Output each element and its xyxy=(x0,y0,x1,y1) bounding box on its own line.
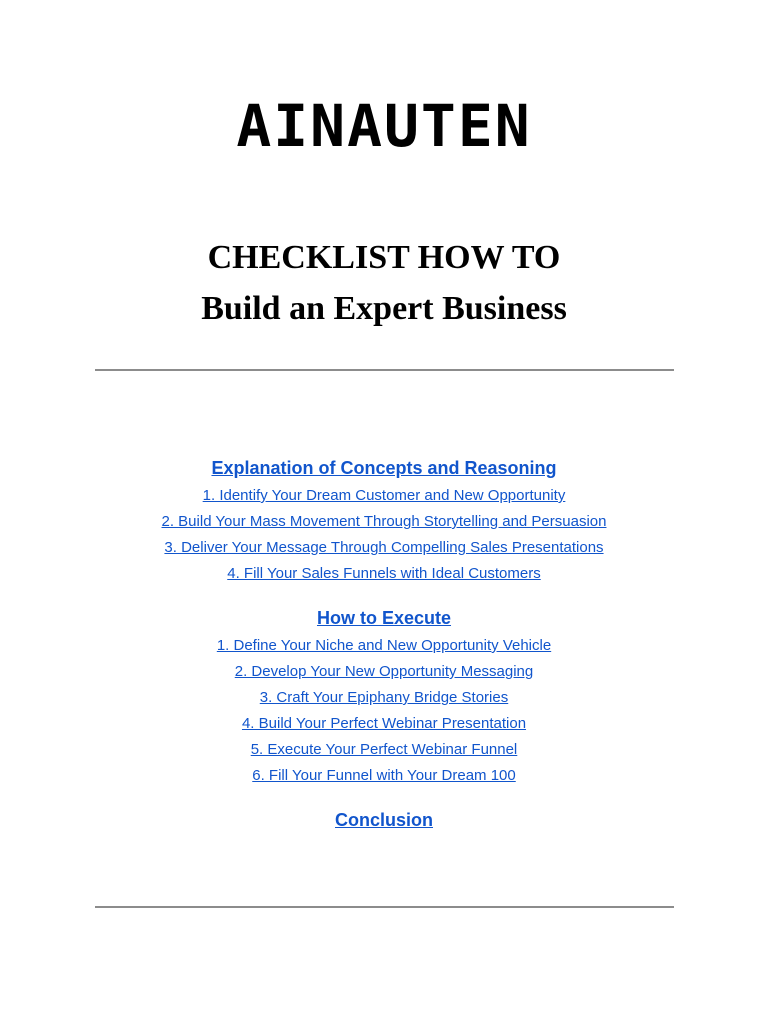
top-divider xyxy=(95,369,674,371)
section-spacer xyxy=(0,587,768,603)
title-line-2: Build an Expert Business xyxy=(201,290,567,327)
toc-link-craft-stories[interactable]: 3. Craft Your Epiphany Bridge Stories xyxy=(259,689,509,706)
toc-heading-concepts[interactable]: Explanation of Concepts and Reasoning xyxy=(211,458,557,478)
toc-link-fill-funnel-dream-100[interactable]: 6. Fill Your Funnel with Your Dream 100 xyxy=(252,767,516,784)
toc-link-build-webinar-presentation[interactable]: 4. Build Your Perfect Webinar Presentation xyxy=(241,715,527,732)
ainauten-logo: AINAUTEN xyxy=(236,92,532,160)
toc-link-deliver-message[interactable]: 3. Deliver Your Message Through Compelling Sales Presentations xyxy=(164,539,604,556)
toc-link-execute-webinar-funnel[interactable]: 5. Execute Your Perfect Webinar Funnel xyxy=(250,741,518,758)
toc-link-develop-messaging[interactable]: 2. Develop Your New Opportunity Messaging xyxy=(234,663,534,680)
toc-link-fill-sales-funnels[interactable]: 4. Fill Your Sales Funnels with Ideal Customers xyxy=(227,565,541,582)
toc-link-build-mass-movement[interactable]: 2. Build Your Mass Movement Through Storytelling and Persuasion xyxy=(161,513,607,530)
toc-heading-conclusion[interactable]: Conclusion xyxy=(335,810,433,830)
document-title xyxy=(0,232,768,334)
bottom-divider xyxy=(95,906,674,908)
table-of-contents xyxy=(0,453,768,835)
toc-link-identify-dream-customer[interactable]: 1. Identify Your Dream Customer and New Opportunity xyxy=(202,487,566,504)
section-spacer xyxy=(0,789,768,805)
title-line-1: CHECKLIST HOW TO xyxy=(207,239,561,276)
toc-link-define-niche[interactable]: 1. Define Your Niche and New Opportunity Vehicle xyxy=(216,637,552,654)
toc-heading-how-to-execute[interactable]: How to Execute xyxy=(316,608,452,628)
